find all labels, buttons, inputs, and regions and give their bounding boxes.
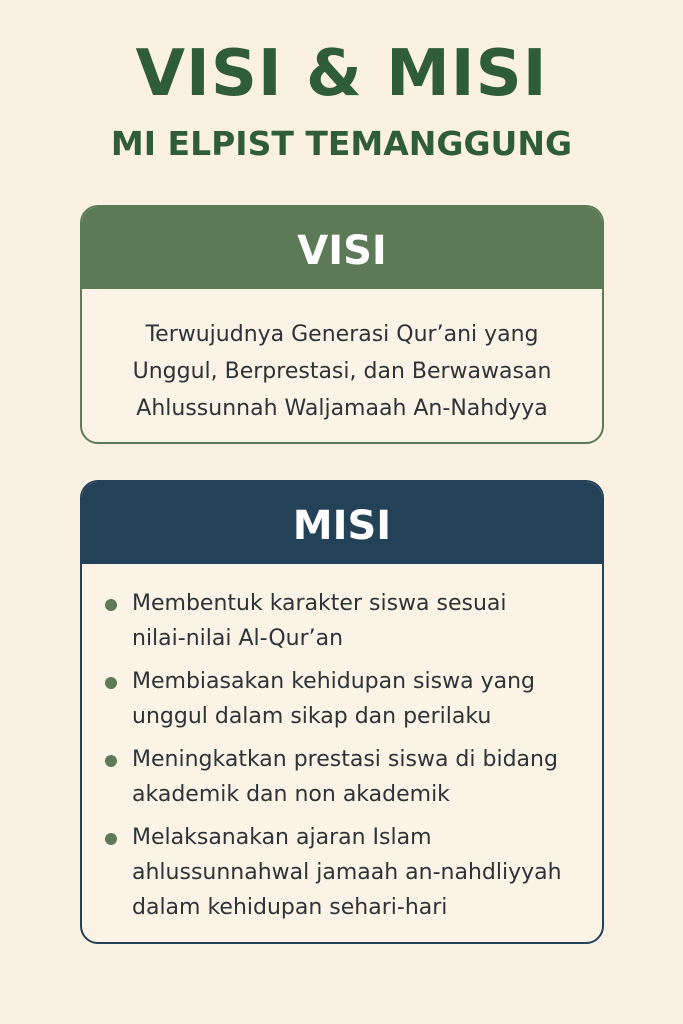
misi-line: unggul dalam sikap dan perilaku xyxy=(132,704,492,729)
misi-card xyxy=(80,480,604,944)
visi-line: Terwujudnya Generasi Qur’ani yang xyxy=(145,322,539,347)
bullet-dot-icon xyxy=(105,599,117,611)
misi-line: nilai-nilai Al-Qur’an xyxy=(132,626,344,651)
misi-line: Melaksanakan ajaran Islam xyxy=(132,825,432,850)
visi-statement xyxy=(98,316,586,427)
misi-line: Meningkatkan prestasi siswa di bidang xyxy=(132,747,558,772)
misi-item xyxy=(132,820,592,925)
page-title: VISI & MISI xyxy=(135,37,548,111)
misi-heading: MISI xyxy=(82,482,602,564)
misi-list xyxy=(82,586,602,925)
misi-line: Membiasakan kehidupan siswa yang xyxy=(132,669,535,694)
visi-card xyxy=(80,205,604,444)
misi-line: ahlussunnahwal jamaah an-nahdliyyah xyxy=(132,860,562,885)
bullet-dot-icon xyxy=(105,755,117,767)
visi-line: Ahlussunnah Waljamaah An-Nahdyya xyxy=(136,396,548,421)
visi-heading: VISI xyxy=(82,207,602,289)
misi-line: Membentuk karakter siswa sesuai xyxy=(132,591,507,616)
misi-item xyxy=(132,586,592,656)
misi-line: akademik dan non akademik xyxy=(132,782,450,807)
bullet-dot-icon xyxy=(105,833,117,845)
misi-item xyxy=(132,664,592,734)
bullet-dot-icon xyxy=(105,677,117,689)
misi-item xyxy=(132,742,592,812)
visi-line: Unggul, Berprestasi, dan Berwawasan xyxy=(132,359,552,384)
misi-line: dalam kehidupan sehari-hari xyxy=(132,895,448,920)
page-subtitle: MI ELPIST TEMANGGUNG xyxy=(110,124,573,163)
